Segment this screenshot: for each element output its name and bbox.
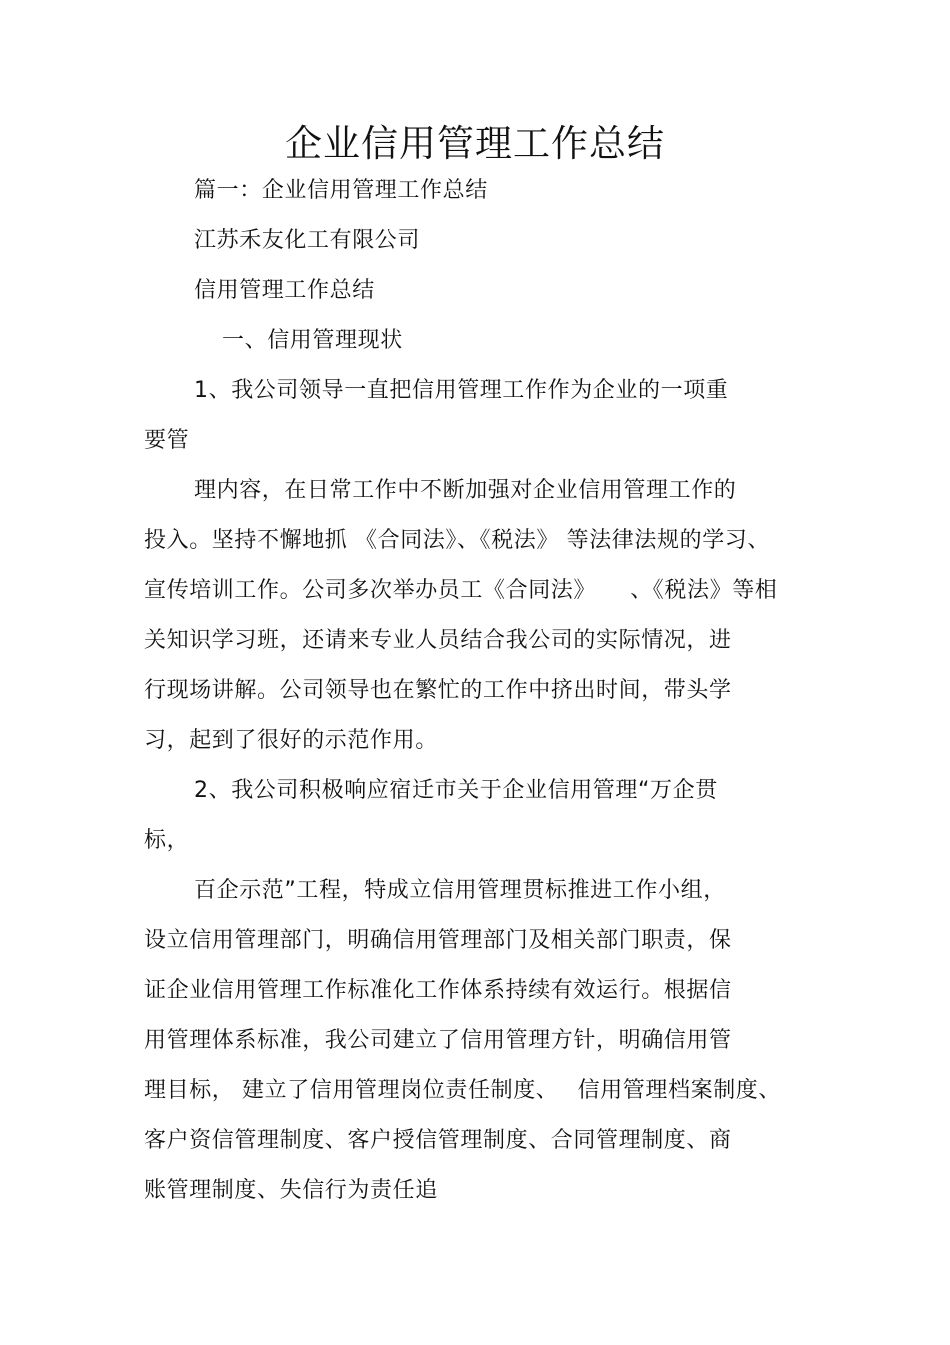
document-title: 企业信用管理工作总结 xyxy=(285,122,665,165)
section-heading: 篇一：企业信用管理工作总结 xyxy=(194,178,488,203)
paragraph-2-line: 证企业信用管理工作标准化工作体系持续有效运行。根据信 xyxy=(144,978,732,1003)
paragraph-2-line: 客户资信管理制度、客户授信管理制度、合同管理制度、商 xyxy=(144,1128,732,1153)
summary-subtitle: 信用管理工作总结 xyxy=(194,278,375,303)
subheading-current-status: 一、信用管理现状 xyxy=(222,328,403,353)
paragraph-1-line: 习，起到了很好的示范作用。 xyxy=(144,728,438,753)
paragraph-2-line: 用管理体系标准，我公司建立了信用管理方针，明确信用管 xyxy=(144,1028,732,1053)
paragraph-2-line: 2、我公司积极响应宿迁市关于企业信用管理“万企贯 xyxy=(194,778,718,803)
company-name: 江苏禾友化工有限公司 xyxy=(194,228,421,253)
paragraph-2-line: 百企示范”工程，特成立信用管理贯标推进工作小组， xyxy=(194,878,726,903)
paragraph-1-line: 关知识学习班，还请来专业人员结合我公司的实际情况，进 xyxy=(144,628,732,653)
paragraph-1-line: 投入。坚持不懈地抓 《合同法》、《税法》 等法律法规的学习、 xyxy=(144,528,770,553)
paragraph-2-line: 设立信用管理部门，明确信用管理部门及相关部门职责，保 xyxy=(144,928,732,953)
paragraph-1-line: 宣传培训工作。公司多次举办员工《合同法》 、《税法》等相 xyxy=(144,578,778,603)
paragraph-2-line: 账管理制度、失信行为责任追 xyxy=(144,1178,438,1203)
paragraph-1-line: 要管 xyxy=(144,428,190,453)
paragraph-1-line: 理内容，在日常工作中不断加强对企业信用管理工作的 xyxy=(194,478,737,503)
paragraph-2-line: 理目标， 建立了信用管理岗位责任制度、 信用管理档案制度、 xyxy=(144,1078,781,1103)
paragraph-2-line: 标， xyxy=(144,828,190,853)
paragraph-1-line: 行现场讲解。公司领导也在繁忙的工作中挤出时间，带头学 xyxy=(144,678,732,703)
paragraph-1-line: 1、我公司领导一直把信用管理工作作为企业的一项重 xyxy=(194,378,729,403)
